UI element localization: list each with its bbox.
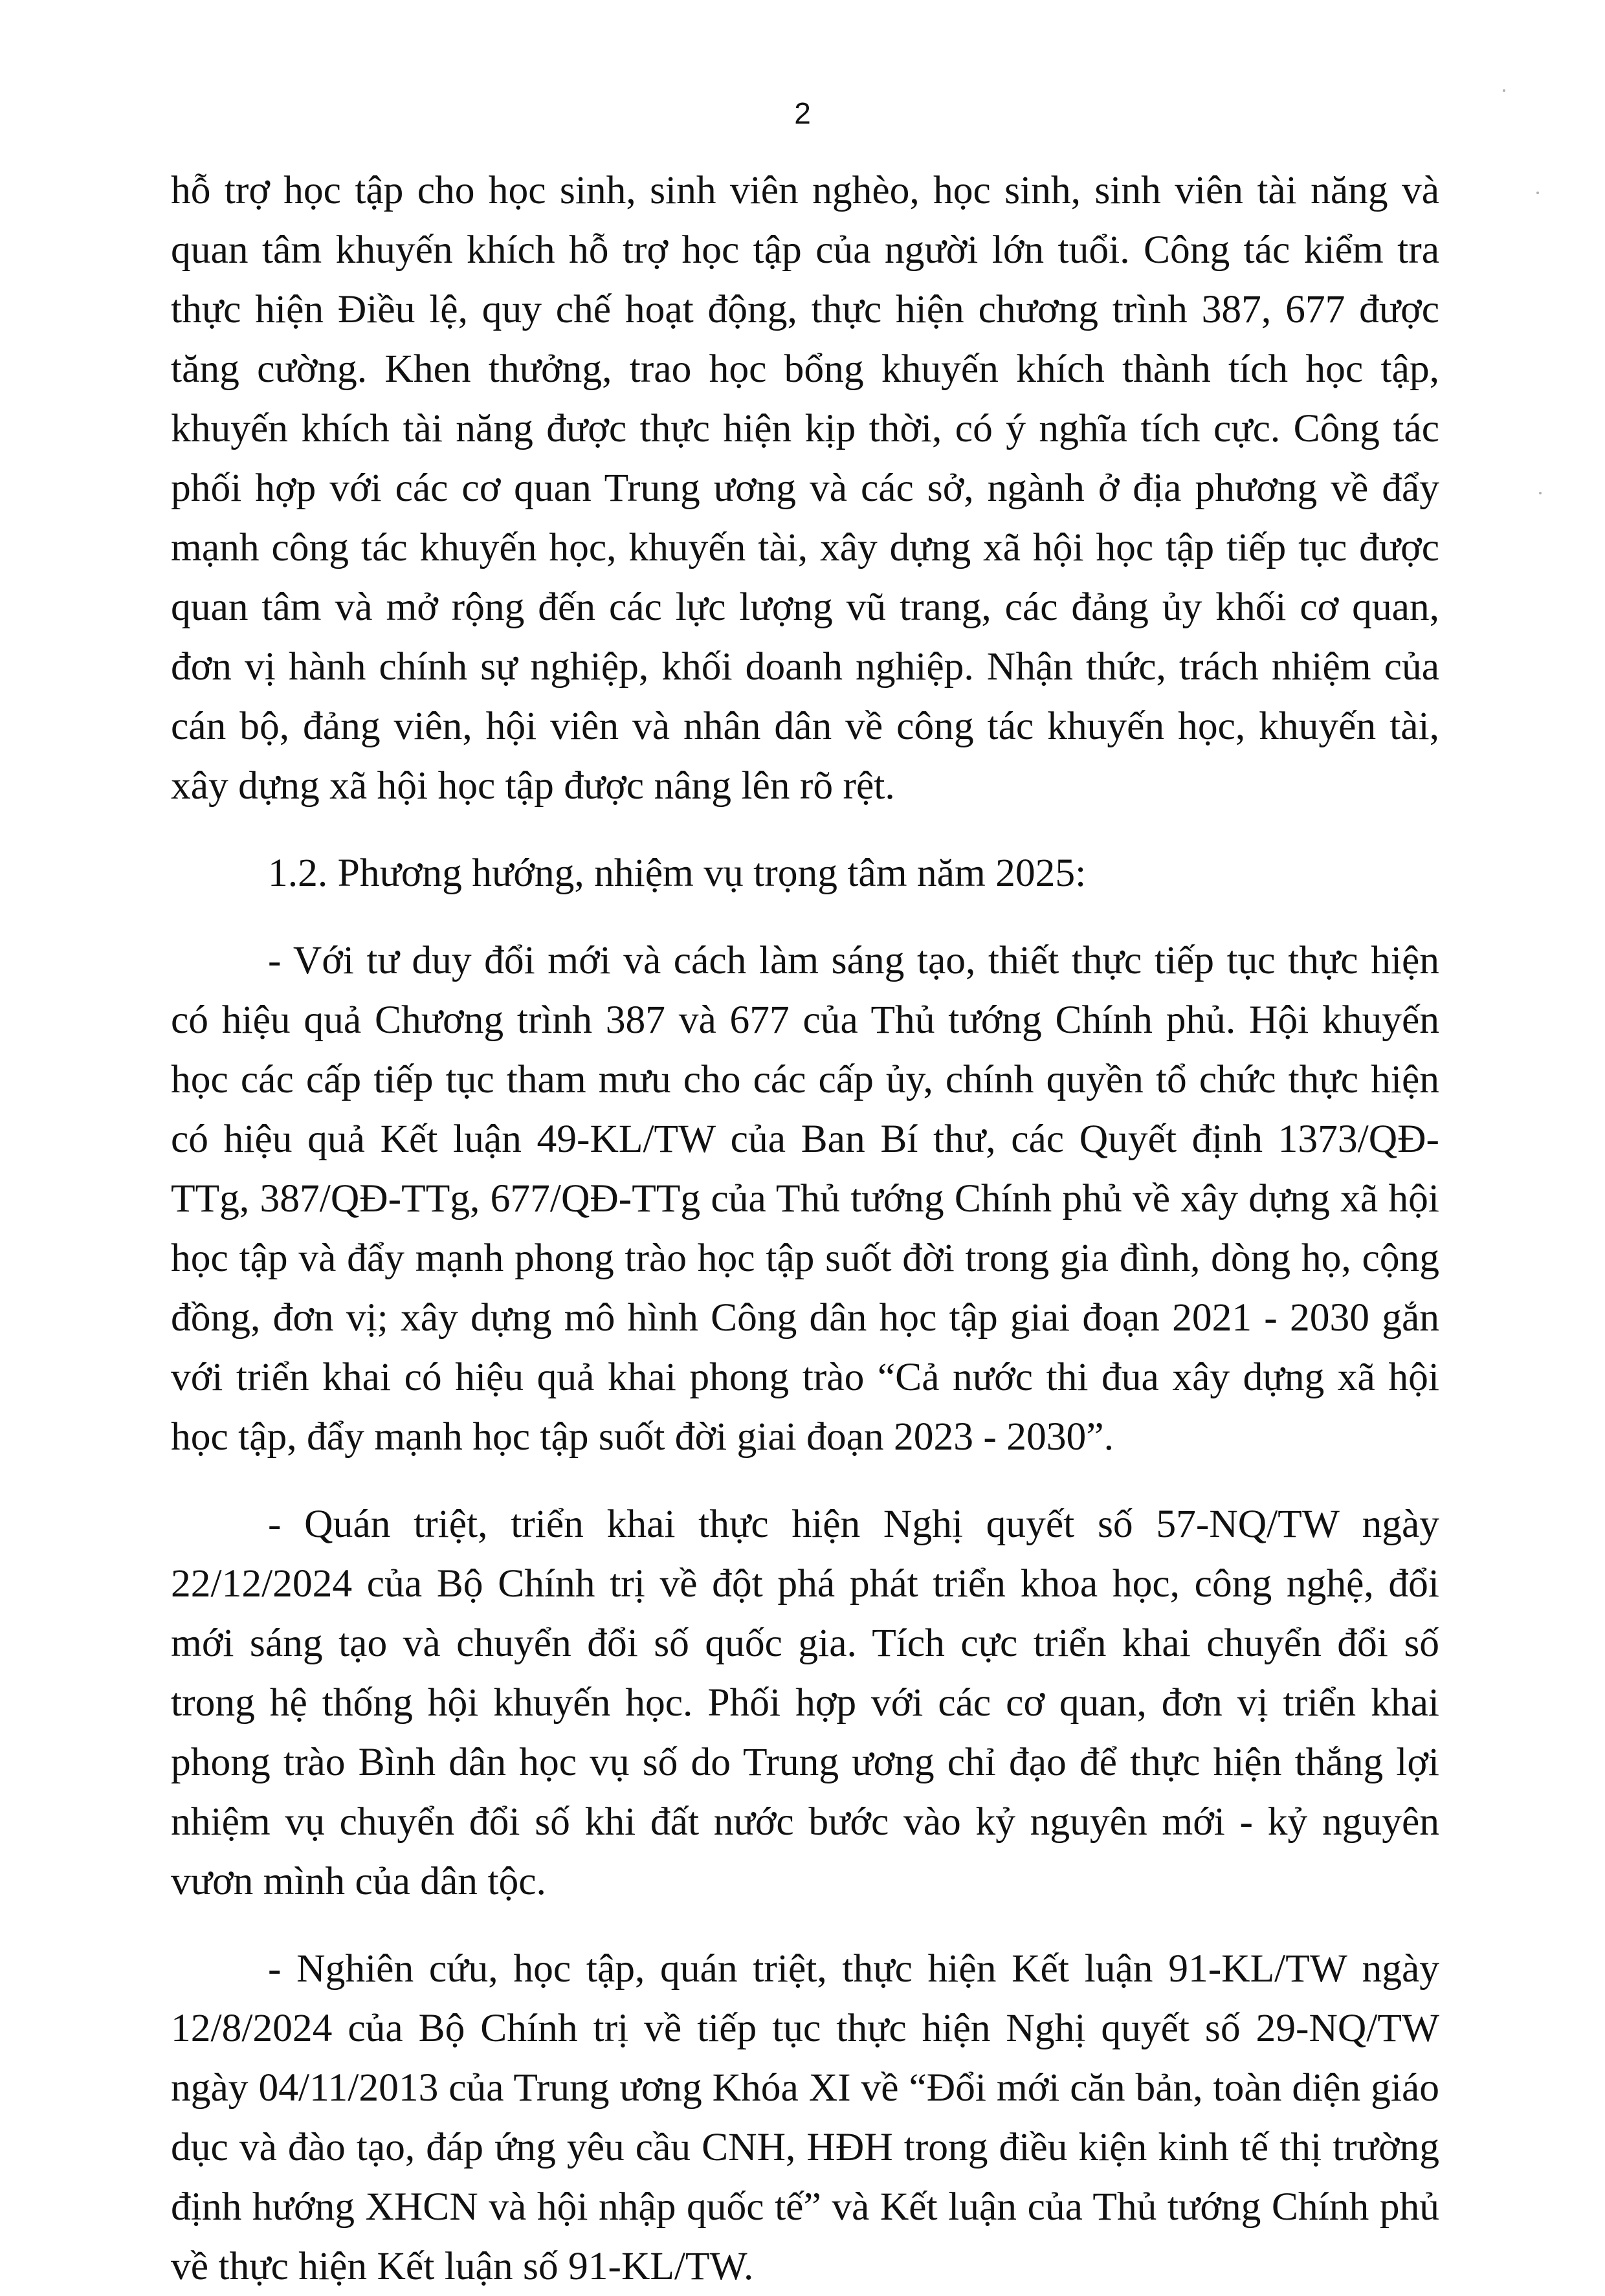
scan-speck — [1536, 192, 1539, 194]
paragraph-innovation-program: - Với tư duy đổi mới và cách làm sáng tạo, thiết thực tiếp tục thực hiện có hiệu quả Chương trình 387 và 677 của Thủ tướng Chính phủ. Hội khuyến học các cấp tiếp tục tham mưu cho các cấp ủy, chính quyền tổ chức thực hiện có hiệu quả Kết luận 49-KL/TW của Ban Bí thư, các Quyết định 1373/QĐ-TTg, 387/QĐ-TTg, 677/QĐ-TTg của Thủ tướng Chính phủ về xây dựng xã hội học tập và đẩy mạnh phong trào học tập suốt đời trong gia đình, dòng họ, cộng đồng, đơn vị; xây dựng mô hình Công dân học tập giai đoạn 2021 - 2030 gắn với triển khai có hiệu quả khai phong trào “Cả nước thi đua xây dựng xã hội học tập, đẩy mạnh học tập suốt đời giai đoạn 2023 - 2030”. — [171, 938, 1439, 1459]
section-heading-1-2: 1.2. Phương hướng, nhiệm vụ trọng tâm năm 2025: — [268, 851, 1087, 895]
scan-speck — [1503, 89, 1505, 92]
paragraph-continuation: hỗ trợ học tập cho học sinh, sinh viên nghèo, học sinh, sinh viên tài năng và quan tâm khuyến khích hỗ trợ học tập của người lớn tuổi. Công tác kiểm tra thực hiện Điều lệ, quy chế hoạt động, thực hiện chương trình 387, 677 được tăng cường. Khen thưởng, trao học bổng khuyến khích thành tích học tập, khuyến khích tài năng được thực hiện kịp thời, có ý nghĩa tích cực. Công tác phối hợp với các cơ quan Trung ương và các sở, ngành ở địa phương về đẩy mạnh công tác khuyến học, khuyến tài, xây dựng xã hội học tập tiếp tục được quan tâm và mở rộng đến các lực lượng vũ trang, các đảng ủy khối cơ quan, đơn vị hành chính sự nghiệp, khối doanh nghiệp. Nhận thức, trách nhiệm của cán bộ, đảng viên, hội viên và nhân dân về công tác khuyến học, khuyến tài, xây dựng xã hội học tập được nâng lên rõ rệt. — [171, 168, 1439, 808]
paragraph-conclusion-91: - Nghiên cứu, học tập, quán triệt, thực hiện Kết luận 91-KL/TW ngày 12/8/2024 của Bộ Chính trị về tiếp tục thực hiện Nghị quyết số 29-NQ/TW ngày 04/11/2013 của Trung ương Khóa XI về “Đổi mới căn bản, toàn diện giáo dục và đào tạo, đáp ứng yêu cầu CNH, HĐH trong điều kiện kinh tế thị trường định hướng XHCN và hội nhập quốc tế” và Kết luận của Thủ tướng Chính phủ về thực hiện Kết luận số 91-KL/TW. — [171, 1947, 1439, 2288]
scan-speck — [1539, 492, 1542, 494]
document-body — [171, 160, 1439, 2296]
page-number: 2 — [794, 96, 811, 130]
paragraph-resolution-57: - Quán triệt, triển khai thực hiện Nghị quyết số 57-NQ/TW ngày 22/12/2024 của Bộ Chính trị về đột phá phát triển khoa học, công nghệ, đổi mới sáng tạo và chuyển đổi số quốc gia. Tích cực triển khai chuyển đổi số trong hệ thống hội khuyến học. Phối hợp với các cơ quan, đơn vị triển khai phong trào Bình dân học vụ số do Trung ương chỉ đạo để thực hiện thắng lợi nhiệm vụ chuyển đổi số khi đất nước bước vào kỷ nguyên mới - kỷ nguyên vươn mình của dân tộc. — [171, 1502, 1439, 1903]
